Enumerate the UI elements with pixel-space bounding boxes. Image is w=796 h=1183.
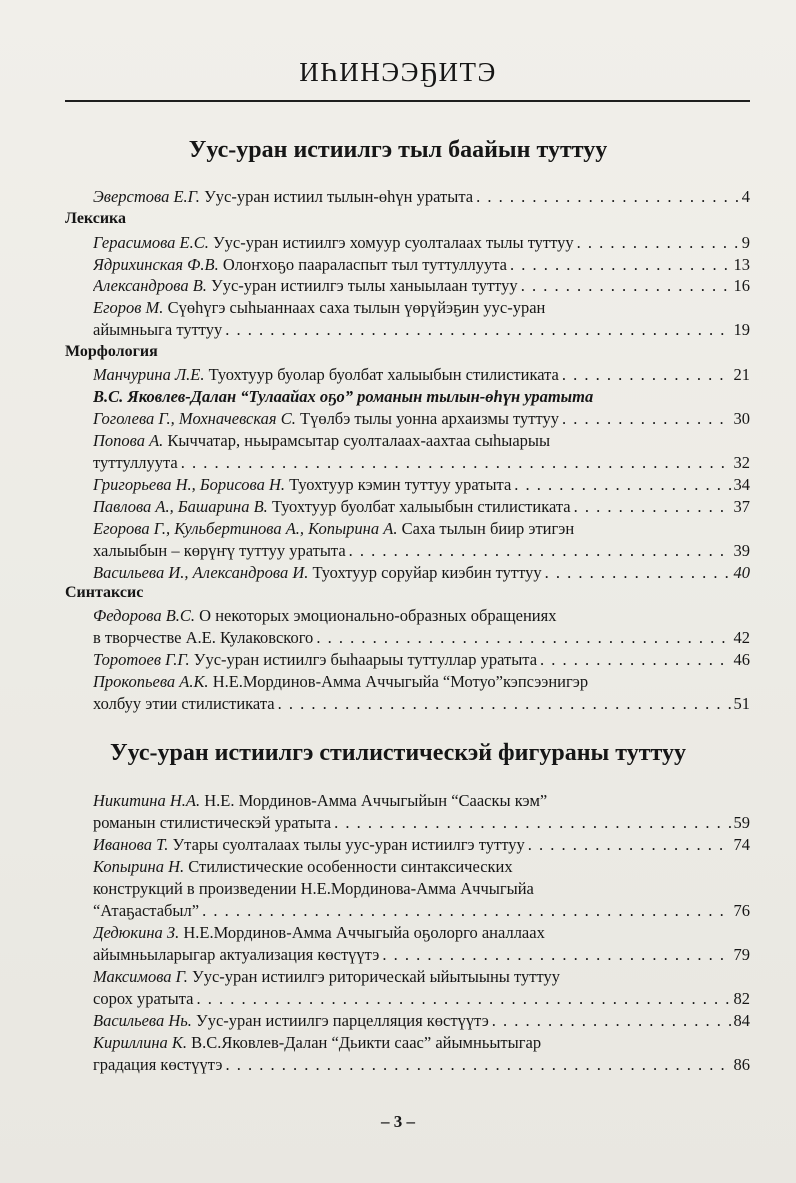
entry-title-continued: конструкций в произведении Н.Е.Мординова-Амма Аччыгыйа bbox=[93, 879, 534, 898]
toc-entry-continued bbox=[93, 693, 750, 715]
toc-entry-continued bbox=[93, 452, 750, 474]
entry-author: Никитина Н.А. bbox=[93, 791, 201, 810]
entry-page: 46 bbox=[733, 650, 750, 669]
toc-entry bbox=[93, 518, 750, 540]
entry-title: О некоторых эмоционально-образных обращениях bbox=[199, 606, 557, 625]
leader-dots bbox=[181, 452, 731, 474]
entry-page: 74 bbox=[733, 835, 750, 854]
entry-title: Уус-уран истиилгэ риторическай ыйытыыны туттуу bbox=[192, 967, 560, 986]
entry-title-continued: “Атаҕастабыл” bbox=[93, 901, 200, 920]
leader-dots bbox=[334, 812, 730, 834]
entry-author: Кириллина К. bbox=[93, 1033, 187, 1052]
entry-author: Егоров М. bbox=[93, 298, 164, 317]
entry-author: Ядрихинская Ф.В. bbox=[93, 255, 219, 274]
toc-entry bbox=[93, 275, 750, 297]
toc-entry-continued bbox=[93, 319, 750, 341]
toc-entry bbox=[93, 186, 750, 208]
leader-dots bbox=[562, 364, 731, 386]
entry-author: Копырина Н. bbox=[93, 857, 185, 876]
toc-entry bbox=[93, 232, 750, 254]
toc-entry-continued bbox=[93, 1054, 750, 1076]
page-number: – 3 – bbox=[381, 1112, 415, 1131]
toc-entry bbox=[93, 649, 750, 671]
toc-entry bbox=[93, 834, 750, 856]
entry-title: Уус-уран истиилгэ парцелляция көстүүтэ bbox=[196, 1011, 489, 1030]
entry-title: Олоҥхоҕо паараласпыт тыл туттуллуута bbox=[222, 255, 507, 274]
toc-entry-continued bbox=[93, 540, 750, 562]
entry-page: 40 bbox=[733, 563, 750, 582]
leader-dots bbox=[514, 474, 730, 496]
entry-title-continued: холбуу этии стилистиката bbox=[93, 694, 275, 713]
leader-dots bbox=[545, 562, 731, 584]
leader-dots bbox=[278, 693, 731, 715]
section-heading-vocabulary: Уус-уран истиилгэ тыл баайын туттуу bbox=[188, 137, 608, 163]
entry-title-continued: туттуллуута bbox=[93, 453, 178, 472]
entry-title: В.С.Яковлев-Далан “Дьикти саас” айымньытыгар bbox=[191, 1033, 542, 1052]
category-heading: Морфология bbox=[65, 343, 158, 360]
entry-page: 32 bbox=[733, 453, 750, 472]
entry-author: Гоголева Г., Мохначевская С. bbox=[93, 409, 296, 428]
toc-entry-continued bbox=[93, 900, 750, 922]
entry-title: Уус-уран истиил тылын-өһүн уратыта bbox=[204, 187, 474, 206]
entry-author: Павлова А., Башарина В. bbox=[93, 497, 268, 516]
entry-title-continued: айымньыга туттуу bbox=[93, 320, 223, 339]
toc-entry bbox=[93, 474, 750, 496]
entry-author: Дедюкина З. bbox=[93, 923, 180, 942]
entry-page: 19 bbox=[733, 320, 750, 339]
entry-title: Н.Е.Мординов-Амма Аччыгыйа “Мотуо”кэпсээнигэр bbox=[212, 672, 589, 691]
leader-dots bbox=[225, 319, 730, 341]
leader-dots bbox=[492, 1010, 731, 1032]
entry-title: Утары суолталаах тылы уус-уран истиилгэ туттуу bbox=[172, 835, 525, 854]
section-heading-stylistic-figures: Уус-уран истиилгэ стилистическэй фигураны туттуу bbox=[109, 740, 686, 766]
toc-subheading bbox=[93, 386, 750, 408]
toc-entry bbox=[93, 966, 750, 988]
entry-page: 59 bbox=[733, 813, 750, 832]
entry-page: 37 bbox=[733, 497, 750, 516]
entry-author: Григорьева Н., Борисова Н. bbox=[93, 475, 286, 494]
leader-dots bbox=[574, 496, 731, 518]
entry-title: Түөлбэ тылы уонна архаизмы туттуу bbox=[299, 409, 559, 428]
toc-entry bbox=[93, 496, 750, 518]
toc-entry bbox=[93, 671, 750, 693]
toc-entry bbox=[93, 1010, 750, 1032]
leader-dots bbox=[521, 275, 731, 297]
entry-author: Васильева Нь. bbox=[93, 1011, 192, 1030]
entry-title-continued: в творчестве А.Е. Кулаковского bbox=[93, 628, 314, 647]
entry-title: Кыччатар, ньырамсытар суолталаах-аахтаа сыһыарыы bbox=[167, 431, 551, 450]
toc-entry-continued bbox=[93, 878, 750, 900]
entry-author: Прокопьева А.К. bbox=[93, 672, 209, 691]
entry-author: Иванова Т. bbox=[93, 835, 169, 854]
toc-entry-continued bbox=[93, 627, 750, 649]
entry-title: Стилистические особенности синтаксических bbox=[188, 857, 513, 876]
entry-page: 79 bbox=[733, 945, 750, 964]
toc-entry bbox=[93, 856, 750, 878]
toc-entry bbox=[93, 605, 750, 627]
entry-author: Торотоев Г.Г. bbox=[93, 650, 190, 669]
toc-entry bbox=[93, 408, 750, 430]
toc-entry bbox=[93, 562, 750, 584]
entry-title: Саха тылын биир этигэн bbox=[401, 519, 575, 538]
entry-title: Уус-уран истиилгэ быһаарыы туттуллар уратыта bbox=[193, 650, 538, 669]
leader-dots bbox=[196, 988, 730, 1010]
entry-title: Туохтуур буолбат халыыбын стилистиката bbox=[271, 497, 571, 516]
leader-dots bbox=[476, 186, 739, 208]
entry-page: 86 bbox=[733, 1055, 750, 1074]
entry-author: Егорова Г., Кульбертинова А., Копырина А. bbox=[93, 519, 398, 538]
entry-author: Александрова В. bbox=[93, 276, 207, 295]
entry-page: 13 bbox=[733, 255, 750, 274]
toc-entry bbox=[93, 364, 750, 386]
toc-entry bbox=[93, 922, 750, 944]
leader-dots bbox=[562, 408, 731, 430]
entry-title-continued: халыыбын – көрүҥү туттуу уратыта bbox=[93, 541, 346, 560]
toc-entry-continued bbox=[93, 944, 750, 966]
entry-page: 42 bbox=[733, 628, 750, 647]
entry-author: Эверстова Е.Г. bbox=[93, 187, 200, 206]
entry-title-continued: сорох уратыта bbox=[93, 989, 194, 1008]
toc-entry bbox=[93, 1032, 750, 1054]
entry-author: Попова А. bbox=[93, 431, 164, 450]
entry-title: Сүөһүгэ сыһыаннаах саха тылын үөрүйэҕин уус-уран bbox=[167, 298, 546, 317]
toc-entry-continued bbox=[93, 812, 750, 834]
toc-entry bbox=[93, 790, 750, 812]
entry-page: 4 bbox=[741, 187, 750, 206]
entry-title: Туохтуур кэмин туттуу уратыта bbox=[289, 475, 512, 494]
entry-page: 16 bbox=[733, 276, 750, 295]
entry-author: Васильева И., Александрова И. bbox=[93, 563, 309, 582]
toc-entry-continued bbox=[93, 988, 750, 1010]
entry-title: Н.Е. Мординов-Амма Аччыгыйын “Сааскы кэм” bbox=[204, 791, 548, 810]
entry-author: Герасимова Е.С. bbox=[93, 233, 209, 252]
entry-title-continued: айымньыларыгар актуализация көстүүтэ bbox=[93, 945, 380, 964]
entry-title-continued: градация көстүүтэ bbox=[93, 1055, 223, 1074]
entry-title: Уус-уран истиилгэ хомуур суолталаах тылы туттуу bbox=[212, 233, 574, 252]
category-heading: Синтаксис bbox=[65, 584, 144, 601]
toc-entry bbox=[93, 254, 750, 276]
leader-dots bbox=[382, 944, 730, 966]
leader-dots bbox=[540, 649, 730, 671]
entry-author: Федорова В.С. bbox=[93, 606, 196, 625]
leader-dots bbox=[528, 834, 731, 856]
page-title: ИҺИНЭЭҔИТЭ bbox=[299, 57, 497, 87]
entry-page: 39 bbox=[733, 541, 750, 560]
category-heading: Лексика bbox=[65, 210, 127, 227]
entry-page: 21 bbox=[733, 365, 750, 384]
entry-page: 84 bbox=[733, 1011, 750, 1030]
entry-page: 82 bbox=[733, 989, 750, 1008]
leader-dots bbox=[510, 254, 731, 276]
leader-dots bbox=[349, 540, 731, 562]
leader-dots bbox=[202, 900, 730, 922]
entry-title: Туохтуур соруйар киэбин туттуу bbox=[312, 563, 542, 582]
toc-entry bbox=[93, 430, 750, 452]
toc-entry bbox=[93, 297, 750, 319]
entry-title: Туохтуур буолар буолбат халыыбын стилистиката bbox=[208, 365, 559, 384]
entry-author: Манчурина Л.Е. bbox=[93, 365, 205, 384]
entry-page: 9 bbox=[741, 233, 750, 252]
entry-page: 51 bbox=[733, 694, 750, 713]
entry-title-continued: романын стилистическэй уратыта bbox=[93, 813, 332, 832]
entry-title: Н.Е.Мординов-Амма Аччыгыйа оҕолорго аналлаах bbox=[183, 923, 545, 942]
entry-author: Максимова Г. bbox=[93, 967, 188, 986]
entry-title: Уус-уран истиилгэ тылы ханыылаан туттуу bbox=[211, 276, 518, 295]
title-rule bbox=[65, 100, 750, 102]
leader-dots bbox=[225, 1054, 730, 1076]
subheading-text: В.С. Яковлев-Далан “Тулаайах оҕо” романын тылын-өһүн уратыта bbox=[93, 387, 594, 406]
entry-page: 76 bbox=[733, 901, 750, 920]
entry-page: 30 bbox=[733, 409, 750, 428]
leader-dots bbox=[577, 232, 739, 254]
entry-page: 34 bbox=[733, 475, 750, 494]
leader-dots bbox=[316, 627, 730, 649]
